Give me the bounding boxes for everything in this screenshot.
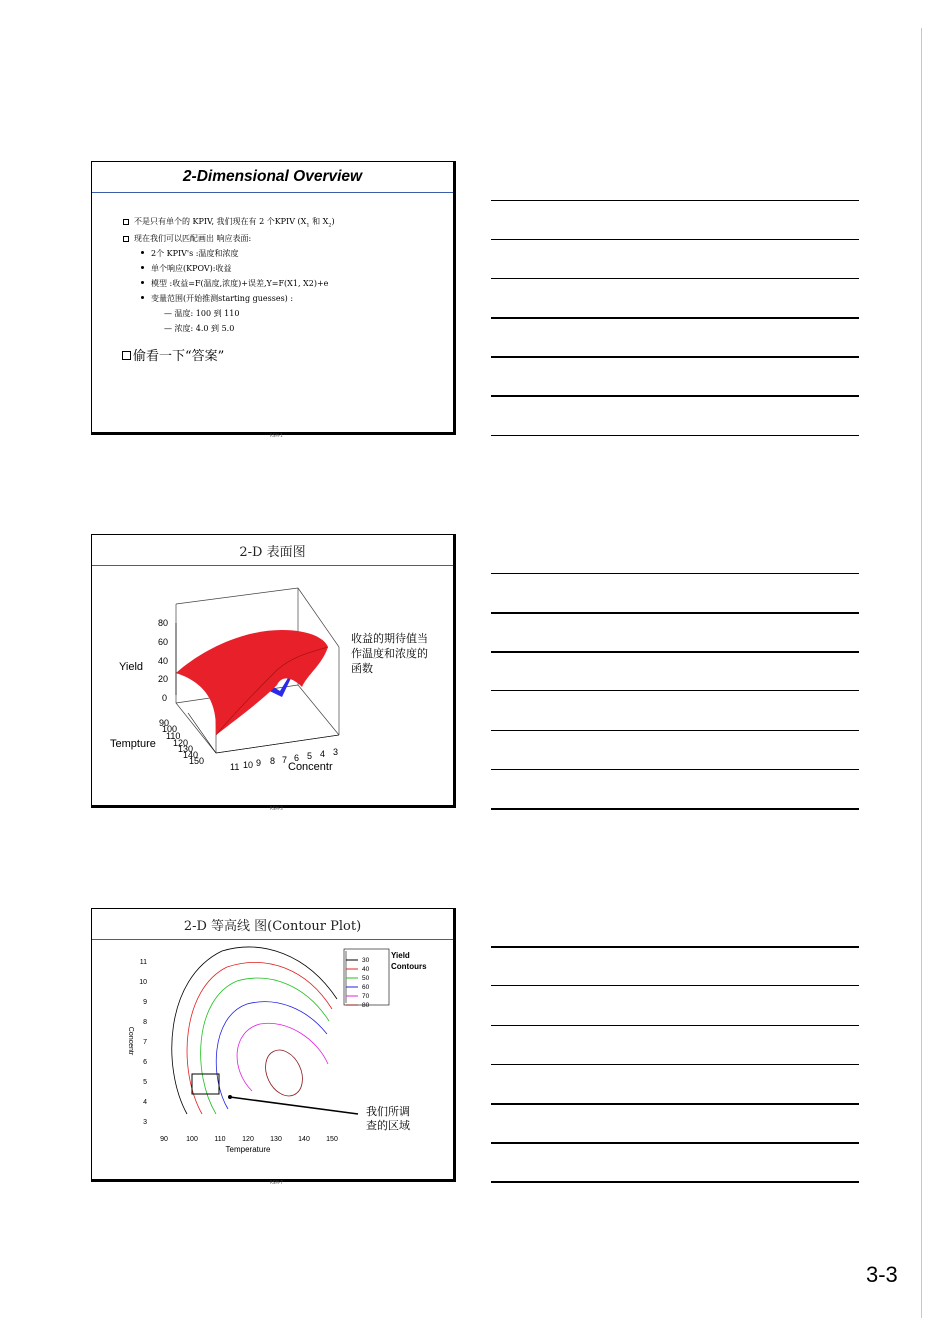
contour-60 — [216, 1002, 327, 1109]
temp-tick: 120 — [173, 738, 189, 748]
note-line — [491, 1181, 859, 1183]
note-line — [491, 808, 859, 810]
note-line — [491, 651, 859, 653]
dot-bullet-icon — [141, 251, 144, 254]
slide-title: 2-D 表面图 — [239, 545, 306, 560]
conc-tick: 11 — [230, 762, 240, 772]
x-tick: 140 — [298, 1136, 310, 1143]
legend-label: 50 — [362, 975, 370, 982]
note-line — [491, 573, 859, 574]
surface-plot — [92, 535, 457, 809]
conc-tick: 3 — [333, 747, 339, 757]
yield-tick: 40 — [158, 656, 169, 666]
legend-label: 80 — [362, 1002, 370, 1009]
contour-plot — [92, 909, 457, 1183]
note-line — [491, 200, 859, 201]
yield-tick: 0 — [162, 693, 168, 703]
y-tick: 10 — [139, 979, 147, 986]
yield-tick: 20 — [158, 674, 169, 684]
sub-bullet: 模型 :收益=F(温度,浓度)+误差,Y=F(X1, X2)+e — [141, 278, 328, 289]
y-axis-label: Concentr — [127, 1026, 134, 1056]
y-tick: 6 — [143, 1059, 147, 1066]
square-bullet-icon — [122, 351, 131, 360]
title-rule — [92, 192, 453, 193]
bullet-response-surface: 现在我们可以匹配画出 响应表面: — [123, 233, 251, 244]
legend-label: 40 — [362, 966, 370, 973]
dot-bullet-icon — [141, 296, 144, 299]
sub-bullet: 2个 KPIV's :温度和浓度 — [141, 248, 238, 259]
dot-bullet-icon — [141, 266, 144, 269]
note-line — [491, 690, 859, 691]
page-number: 3-3 — [866, 1262, 898, 1287]
temp-tick: 140 — [183, 750, 199, 760]
legend-label: 30 — [362, 957, 370, 964]
note-line — [491, 278, 859, 279]
conc-tick: 5 — [307, 751, 313, 761]
surface-mesh — [176, 630, 328, 735]
legend-label: 60 — [362, 984, 370, 991]
slide-footer: RSM-3 — [270, 806, 283, 811]
annotation-line: 查的区域 — [366, 1120, 410, 1132]
yield-tick: 60 — [158, 637, 169, 647]
bullet-peek-answer: 偷看一下“答案” — [122, 345, 224, 364]
bullet-kpiv: 不是只有单个的 KPIV, 我们现在有 2 个KPIV ($X_1$ 和 $X_2$) — [123, 216, 335, 229]
conc-axis-label: Concentr — [288, 761, 333, 773]
conc-tick: 7 — [282, 755, 288, 765]
conc-tick: 4 — [320, 749, 326, 759]
x-tick: 110 — [214, 1136, 226, 1143]
x-tick: 150 — [326, 1136, 338, 1143]
legend — [344, 949, 427, 1009]
note-line — [491, 612, 859, 614]
square-bullet-icon — [123, 236, 129, 242]
contour-30 — [172, 947, 337, 1114]
yield-axis-label: Yield — [119, 661, 144, 673]
temp-tick: 110 — [166, 731, 181, 741]
slide-surface-plot — [91, 534, 456, 811]
note-line — [491, 1142, 859, 1144]
slide-title: 2-D 等高线 图(Contour Plot) — [183, 919, 362, 934]
y-tick: 8 — [143, 1019, 147, 1026]
note-line — [491, 730, 859, 731]
conc-tick: 9 — [256, 758, 262, 768]
annotation-line: 我们所调 — [366, 1106, 410, 1118]
sub-bullet: 变量范围(开始推测starting guesses) : — [141, 293, 293, 304]
note-line — [491, 1025, 859, 1026]
annotation-line: 收益的期待值当 — [351, 633, 428, 645]
note-line — [491, 1103, 859, 1105]
slide-footer: RSM-1 — [270, 433, 283, 438]
x-tick: 120 — [242, 1136, 254, 1143]
x-tick: 100 — [186, 1136, 198, 1143]
note-line — [491, 317, 859, 319]
dot-bullet-icon — [141, 281, 144, 284]
contour-70 — [237, 1023, 328, 1091]
y-tick: 3 — [143, 1119, 147, 1126]
note-line — [491, 356, 859, 358]
slide-footer: RSM-7 — [270, 1180, 283, 1185]
x-axis-label: Temperature — [225, 1145, 271, 1154]
range-temperature: — 温度: 100 到 110 — [164, 309, 240, 318]
y-tick: 7 — [143, 1039, 147, 1046]
slide-contour-plot — [91, 908, 456, 1185]
conc-tick: 8 — [270, 756, 276, 766]
legend-title: Yield — [391, 951, 410, 960]
note-line — [491, 769, 859, 770]
square-bullet-icon — [123, 219, 129, 225]
note-line — [491, 239, 859, 240]
annotation-arrow — [230, 1097, 358, 1114]
note-line — [491, 1064, 859, 1065]
contour-lines — [172, 947, 337, 1114]
sub-bullet: 单个响应(KPOV):收益 — [141, 263, 232, 274]
conc-tick: 10 — [243, 760, 254, 770]
slide-overview — [91, 161, 456, 438]
annotation-line: 作温度和浓度的 — [351, 648, 428, 660]
note-line — [491, 946, 859, 948]
x-tick: 130 — [270, 1136, 282, 1143]
temp-axis-label: Tempture — [110, 738, 156, 750]
investigated-region-box — [192, 1074, 219, 1094]
contour-80 — [258, 1044, 309, 1102]
temp-tick: 100 — [162, 724, 178, 734]
y-tick: 9 — [143, 999, 147, 1006]
temp-tick: 90 — [159, 718, 170, 728]
arrow-head-icon — [228, 1095, 232, 1099]
conc-tick: 6 — [294, 753, 300, 763]
page-edge-line — [921, 28, 922, 1318]
note-line — [491, 435, 859, 436]
contour-50 — [201, 978, 329, 1114]
slide-title: 2-Dimensional Overview — [182, 168, 363, 185]
y-tick: 4 — [143, 1099, 147, 1106]
temp-tick: 150 — [189, 756, 205, 766]
x-tick: 90 — [160, 1136, 168, 1143]
y-tick: 5 — [143, 1079, 147, 1086]
legend-label: 70 — [362, 993, 370, 1000]
temp-tick: 130 — [178, 744, 194, 754]
range-concentration: — 浓度: 4.0 到 5.0 — [164, 324, 235, 333]
note-line — [491, 395, 859, 397]
y-tick: 11 — [139, 959, 147, 966]
note-line — [491, 985, 859, 986]
contour-40 — [187, 962, 332, 1114]
annotation-line: 函数 — [351, 663, 373, 675]
legend-title: Contours — [391, 962, 427, 971]
yield-tick: 80 — [158, 618, 169, 628]
